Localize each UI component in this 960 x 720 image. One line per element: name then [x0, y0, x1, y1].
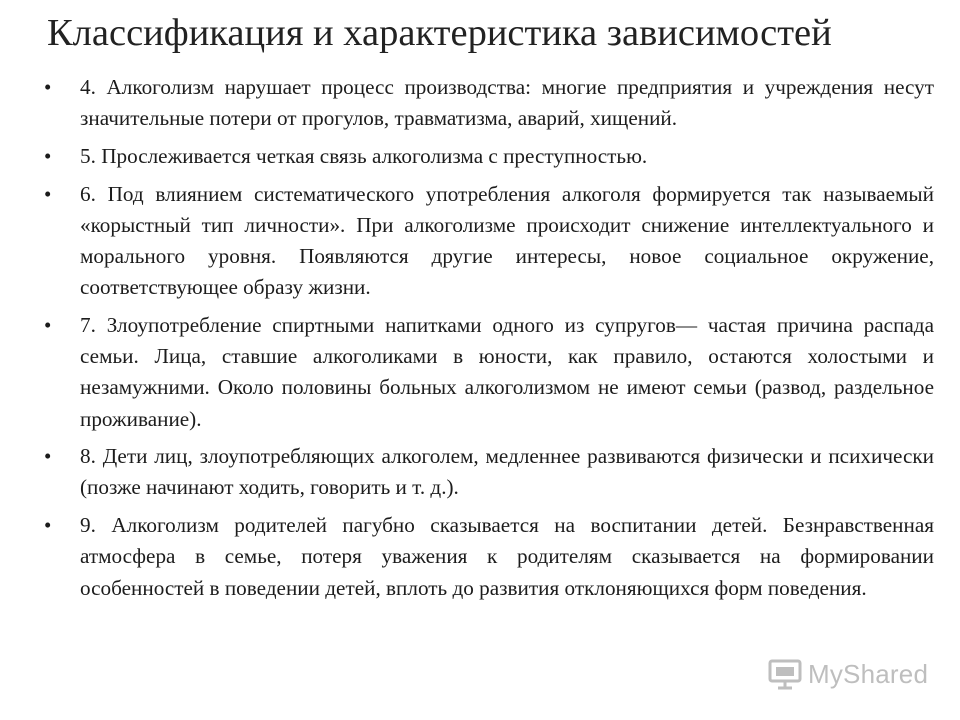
list-item	[44, 141, 934, 172]
bullet-list	[44, 72, 934, 610]
list-item-text: 6. Под влиянием систематического употребления алкоголя формируется так называемый «корыстный тип личности». При алкоголизме происходит снижение интеллектуального и морального уровня. Появляются другие интересы, новое социальное окружение, соответствующее образу жизни.	[80, 181, 934, 300]
list-item	[44, 72, 934, 134]
list-item	[44, 310, 934, 435]
bullet-dot: •	[44, 513, 52, 538]
list-item-text: 4. Алкоголизм нарушает процесс производства: многие предприятия и учреждения несут значительные потери от прогулов, травматизма, аварий, хищений.	[80, 75, 934, 131]
watermark	[768, 656, 928, 692]
list-item	[44, 441, 934, 503]
list-item	[44, 179, 934, 304]
bullet-dot: •	[44, 312, 52, 337]
watermark-text: MyShared	[808, 658, 929, 689]
bullet-dot: •	[44, 444, 52, 469]
bullet-dot: •	[44, 181, 52, 206]
list-item-text: 7. Злоупотребление спиртными напитками одного из супругов— частая причина распада семьи. Лица, ставшие алкоголиками в юности, как правило, остаются холостыми и незамужними. Около половины больных алкоголизмом не имеют семьи (развод, раздельное проживание).	[80, 312, 934, 431]
list-item-text: 8. Дети лиц, злоупотребляющих алкоголем, медленнее развиваются физически и психически (позже начинают ходить, говорить и т. д.).	[80, 444, 934, 500]
bullet-dot: •	[44, 75, 52, 99]
list-item-text: 5. Прослеживается четкая связь алкоголизма с преступностью.	[80, 143, 648, 168]
bullet-dot: •	[44, 143, 52, 168]
list-item	[44, 510, 934, 604]
slide-title: Классификация и характеристика зависимостей	[47, 12, 832, 54]
list-item-text: 9. Алкоголизм родителей пагубно сказывается на воспитании детей. Безнравственная атмосфера в семье, потеря уважения к родителям сказывается на формировании особенностей в поведении детей, вплоть до развития отклоняющихся форм поведения.	[80, 513, 934, 600]
projector-screen-icon	[768, 658, 802, 690]
